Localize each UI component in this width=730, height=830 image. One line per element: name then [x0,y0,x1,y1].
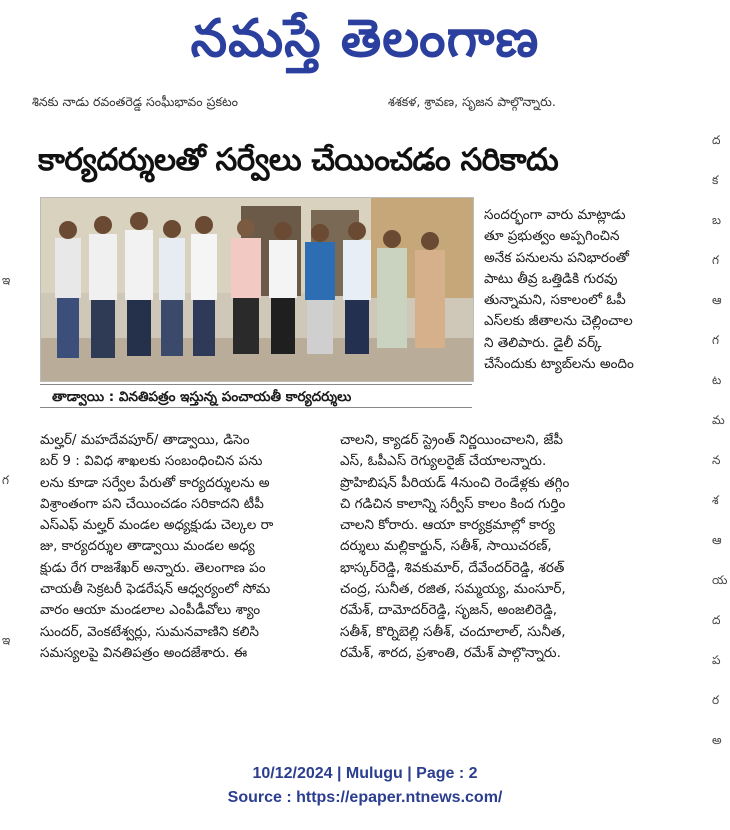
previous-article-strip [28,94,700,114]
text-line: చంద్ర, సునీత, రజిత, సమ్మయ్య, మంసూర్, [340,581,566,598]
text-line: విశ్రాంతంగా పని చేయించడం సరికాదని టీపీ [40,495,264,512]
left-edge-fragment [2,120,12,660]
edge-char: గ [712,253,719,267]
article-column-left [40,430,330,664]
text-line: చాలని కోరారు. ఆయా కార్యక్రమాల్లో కార్య [340,517,555,534]
edge-char: ఇ [2,273,11,287]
article-column-right-top [484,205,700,375]
edge-char: మ [712,413,725,427]
text-line: భాస్కర్‌రెడ్డి, శివకుమార్, దేవేందర్‌రెడ్డి, శరత్ [340,559,565,576]
text-line: సందర్భంగా వారు మాట్లాడు [484,207,626,223]
edge-char: ఇ [2,633,11,647]
prev-strip-left: శినకు నాడు రవంతరెడ్డ సంఘీభావం ప్రకటం [32,94,238,109]
edge-char: ఆ [712,293,722,307]
group-photo-illustration [41,198,473,381]
edge-char: అ [712,733,722,747]
edge-char: ద [712,613,721,627]
text-line: ఎస్‌లకు జీతాలను చెల్లించాల [484,313,633,330]
text-line: ఎస్ఎఫ్ మల్హర్ మండల అధ్యక్షుడు చెల్కల రా [40,517,274,534]
news-photo [40,197,474,382]
text-line: ఎస్, ఓపీఎస్ రెగ్యులరైజ్ చేయాలన్నారు. [340,453,547,470]
text-line: ప్రొహిబిషన్ పీరియడ్ 4నుంచి రెండేళ్లకు తగ్గిం [340,474,570,491]
text-line: చాలని, క్యాడర్ స్ట్రెంత్ నిర్ణయించాలని, జేపీ [340,432,563,448]
source-footer [0,762,730,810]
footer-source-link[interactable]: Source : https://epaper.ntnews.com/ [227,789,503,806]
edge-char: ప [712,653,721,667]
prev-strip-right: శశకళ, శ్రావణ, సృజన పాల్గొన్నారు. [388,94,556,109]
edge-char: క [712,173,719,187]
text-line: వారం ఆయా మండలాల ఎంపీడీవోలు శ్యాం [40,602,261,619]
edge-char: య [712,573,728,587]
footer-date-page: 10/12/2024 | Mulugu | Page : 2 [252,765,478,782]
masthead [0,0,730,78]
edge-char: గ [2,473,9,487]
photo-caption: తాడ్వాయి : వినతిపత్రం ఇస్తున్న పంచాయతీ కార్యదర్శులు [40,384,472,408]
right-edge-fragment [712,120,730,760]
text-line: రమేశ్, శారద, ప్రశాంతి, రమేశ్ పాల్గొన్నారు. [340,644,561,661]
text-line: బర్ 9 : వివిధ శాఖలకు సంబంధించిన పను [40,453,263,470]
edge-char: ట [712,373,722,387]
text-line: సమస్యలపై వినతిపత్రం అందజేశారు. ఈ [40,644,248,661]
article-column-right-bottom [340,430,700,664]
headline: కార్యదర్శులతో సర్వేలు చేయించడం సరికాదు [38,142,559,178]
text-line: సుందర్, వెంకటేశ్వర్లు, సుమనవాణిని కలిసి [40,623,259,640]
text-line: అనేక పనులను పనిభారంతో [484,249,629,266]
text-line: చేసేందుకు ట్యాబ్‌లను అందిం [484,356,634,373]
text-line: జు, కార్యదర్శుల తాడ్వాయి మండల అధ్య [40,538,255,555]
text-line: లను కూడా సర్వేల పేరుతో కార్యదర్శులను అ [40,474,270,491]
text-line: చాయతీ సెక్రటరీ ఫెడరేషన్ ఆధ్వర్యంలో సోమ [40,581,271,598]
edge-char: ద [712,133,721,147]
text-line: తూ ప్రభుత్వం అప్పగించిన [484,228,620,245]
text-line: పాటు తీవ్ర ఒత్తిడికి గురవు [484,270,618,287]
text-line: క్షుడు రేగ రాజశేఖర్ అన్నారు. తెలంగాణ పం [40,559,266,576]
text-line: ని తెలిపారు. డైలీ వర్క్ [484,334,602,351]
edge-char: న [712,453,721,467]
newspaper-logo: నమస్తే తెలంగాణ [190,9,540,69]
text-line: చి గడిచిన కాలాన్ని సర్వీస్ కాలం కింద గుర్తిం [340,495,566,512]
text-line: సతీశ్, కొర్నిబెల్లి సతీశ్, చందూలాల్, సునీత, [340,623,566,640]
text-line: మల్హర్/ మహదేవపూర్/ తాడ్వాయి, డిసెం [40,432,250,448]
text-line: దర్శులు మల్లికార్జున్, సతీశ్, సాయిచరణ్, [340,538,552,555]
news-clipping [28,90,700,738]
text-line: రమేశ్, దామోదర్‌రెడ్డి, సృజన్, అంజలిరెడ్డి, [340,602,558,619]
edge-char: శ [712,493,719,507]
edge-char: బ [712,213,722,227]
edge-char: ర [712,693,720,707]
text-line: తున్నామని, సకాలంలో ఓపీ [484,292,626,309]
edge-char: ఆ [712,533,722,547]
edge-char: గ [712,333,719,347]
